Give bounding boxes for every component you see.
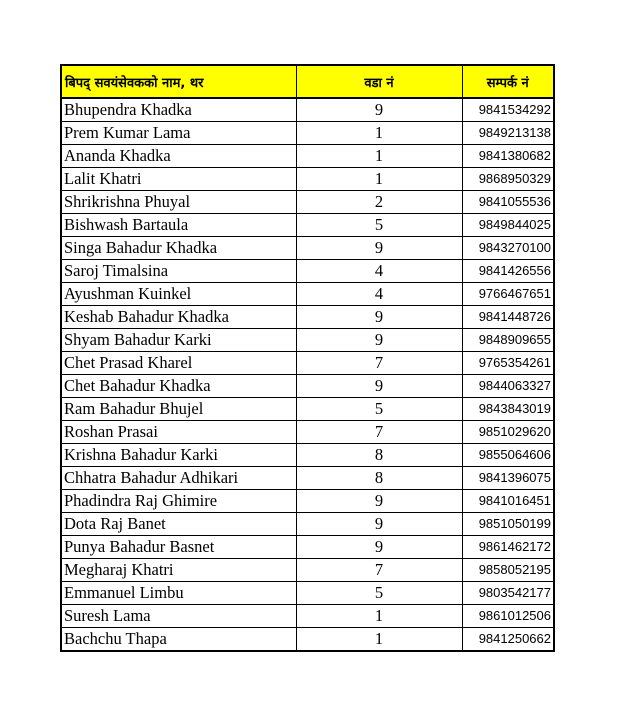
volunteer-table [60, 64, 555, 652]
ward-number-cell: 7 [296, 352, 462, 375]
table-row [61, 421, 554, 444]
volunteer-name-cell: Suresh Lama [61, 605, 296, 628]
contact-number-cell: 9843270100 [462, 237, 554, 260]
ward-number-cell: 7 [296, 559, 462, 582]
volunteer-name-cell: Bishwash Bartaula [61, 214, 296, 237]
ward-number-cell: 1 [296, 122, 462, 145]
ward-number-cell: 8 [296, 467, 462, 490]
volunteer-name-cell: Chet Prasad Kharel [61, 352, 296, 375]
volunteer-name-cell: Chet Bahadur Khadka [61, 375, 296, 398]
ward-number-cell: 4 [296, 283, 462, 306]
contact-number-cell: 9861012506 [462, 605, 554, 628]
ward-number-cell: 7 [296, 421, 462, 444]
ward-number-cell: 1 [296, 628, 462, 652]
table-row [61, 352, 554, 375]
table-row [61, 168, 554, 191]
volunteer-name-cell: Bachchu Thapa [61, 628, 296, 652]
table-row [61, 513, 554, 536]
ward-number-cell: 9 [296, 306, 462, 329]
ward-number-cell: 8 [296, 444, 462, 467]
table-row [61, 536, 554, 559]
volunteer-sheet [60, 64, 553, 652]
table-row [61, 628, 554, 652]
contact-number-cell: 9849844025 [462, 214, 554, 237]
volunteer-name-cell: Emmanuel Limbu [61, 582, 296, 605]
volunteer-name-cell: Chhatra Bahadur Adhikari [61, 467, 296, 490]
contact-number-cell: 9855064606 [462, 444, 554, 467]
ward-number-cell: 1 [296, 168, 462, 191]
volunteer-name-cell: Megharaj Khatri [61, 559, 296, 582]
contact-number-cell: 9803542177 [462, 582, 554, 605]
table-row [61, 122, 554, 145]
volunteer-name-cell: Singa Bahadur Khadka [61, 237, 296, 260]
volunteer-name-cell: Phadindra Raj Ghimire [61, 490, 296, 513]
ward-number-cell: 5 [296, 214, 462, 237]
table-body [61, 98, 554, 651]
contact-number-cell: 9766467651 [462, 283, 554, 306]
table-row [61, 237, 554, 260]
contact-number-cell: 9868950329 [462, 168, 554, 191]
volunteer-name-cell: Bhupendra Khadka [61, 98, 296, 122]
table-row [61, 375, 554, 398]
volunteer-name-cell: Punya Bahadur Basnet [61, 536, 296, 559]
header-volunteer-name: बिपद् सवयंसेवकको नाम, थर [61, 65, 296, 98]
ward-number-cell: 1 [296, 605, 462, 628]
table-row [61, 283, 554, 306]
ward-number-cell: 5 [296, 398, 462, 421]
table-row [61, 467, 554, 490]
ward-number-cell: 9 [296, 329, 462, 352]
table-header [61, 65, 554, 98]
table-row [61, 260, 554, 283]
contact-number-cell: 9851029620 [462, 421, 554, 444]
volunteer-name-cell: Krishna Bahadur Karki [61, 444, 296, 467]
table-row [61, 398, 554, 421]
ward-number-cell: 9 [296, 490, 462, 513]
table-row [61, 191, 554, 214]
contact-number-cell: 9843843019 [462, 398, 554, 421]
volunteer-name-cell: Ram Bahadur Bhujel [61, 398, 296, 421]
volunteer-name-cell: Shrikrishna Phuyal [61, 191, 296, 214]
volunteer-name-cell: Dota Raj Banet [61, 513, 296, 536]
volunteer-name-cell: Saroj Timalsina [61, 260, 296, 283]
table-row [61, 582, 554, 605]
contact-number-cell: 9765354261 [462, 352, 554, 375]
ward-number-cell: 9 [296, 513, 462, 536]
table-row [61, 605, 554, 628]
ward-number-cell: 4 [296, 260, 462, 283]
table-row [61, 559, 554, 582]
contact-number-cell: 9841380682 [462, 145, 554, 168]
volunteer-name-cell: Keshab Bahadur Khadka [61, 306, 296, 329]
volunteer-name-cell: Ananda Khadka [61, 145, 296, 168]
contact-number-cell: 9844063327 [462, 375, 554, 398]
table-row [61, 306, 554, 329]
contact-number-cell: 9861462172 [462, 536, 554, 559]
contact-number-cell: 9849213138 [462, 122, 554, 145]
volunteer-name-cell: Roshan Prasai [61, 421, 296, 444]
contact-number-cell: 9841016451 [462, 490, 554, 513]
contact-number-cell: 9841448726 [462, 306, 554, 329]
volunteer-name-cell: Prem Kumar Lama [61, 122, 296, 145]
contact-number-cell: 9841396075 [462, 467, 554, 490]
contact-number-cell: 9841534292 [462, 98, 554, 122]
contact-number-cell: 9851050199 [462, 513, 554, 536]
table-row [61, 98, 554, 122]
ward-number-cell: 5 [296, 582, 462, 605]
contact-number-cell: 9841250662 [462, 628, 554, 652]
header-row [61, 65, 554, 98]
ward-number-cell: 9 [296, 375, 462, 398]
ward-number-cell: 9 [296, 536, 462, 559]
ward-number-cell: 9 [296, 237, 462, 260]
volunteer-name-cell: Lalit Khatri [61, 168, 296, 191]
contact-number-cell: 9841055536 [462, 191, 554, 214]
table-row [61, 490, 554, 513]
header-contact-number: सम्पर्क नं [462, 65, 554, 98]
volunteer-name-cell: Shyam Bahadur Karki [61, 329, 296, 352]
volunteer-name-cell: Ayushman Kuinkel [61, 283, 296, 306]
ward-number-cell: 2 [296, 191, 462, 214]
table-row [61, 444, 554, 467]
contact-number-cell: 9848909655 [462, 329, 554, 352]
header-ward-number: वडा नं [296, 65, 462, 98]
contact-number-cell: 9841426556 [462, 260, 554, 283]
table-row [61, 329, 554, 352]
ward-number-cell: 1 [296, 145, 462, 168]
table-row [61, 214, 554, 237]
table-row [61, 145, 554, 168]
ward-number-cell: 9 [296, 98, 462, 122]
contact-number-cell: 9858052195 [462, 559, 554, 582]
